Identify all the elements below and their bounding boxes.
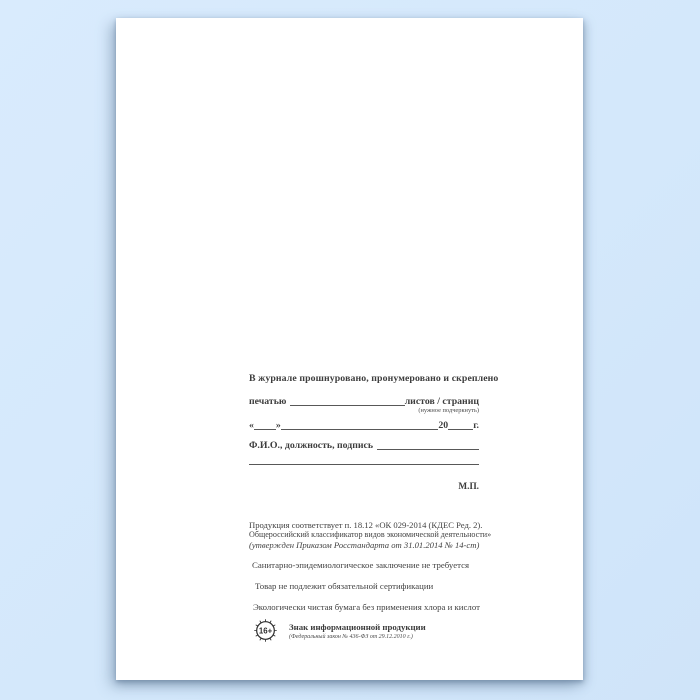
quote-close: » (275, 420, 281, 431)
blank-line (249, 456, 479, 465)
age-16-plus-icon (254, 619, 277, 642)
compliance-line-3: (утвержден Приказом Росстандарта от 31.01.2014 № 14-ст) (249, 540, 480, 550)
age-mark-block (249, 619, 479, 642)
statement-certification: Товар не подлежит обязательной сертификации (255, 581, 434, 591)
blank-underline (377, 449, 479, 450)
age-mark-title: Знак информационной продукции (289, 622, 426, 632)
sheets-label: листов / страниц (404, 396, 479, 407)
blank-underline (254, 429, 276, 430)
binding-statement: В журнале прошнуровано, пронумеровано и скреплено (249, 373, 499, 384)
stamp-mark: М.П. (458, 482, 479, 492)
age-badge-label: 16+ (258, 626, 273, 636)
seal-label: печатью (249, 396, 287, 407)
statement-sanitary: Санитарно-эпидемиологическое заключение не требуется (252, 560, 470, 570)
date-line (249, 419, 479, 431)
signature-label: Ф.И.О., должность, подпись (249, 440, 374, 451)
seal-line (249, 395, 479, 407)
age-mark-texts (289, 619, 426, 641)
product-compliance (249, 520, 492, 550)
document-page (116, 18, 583, 680)
year-suffix: г. (473, 420, 479, 431)
blank-underline (448, 429, 473, 430)
compliance-line-2: Общероссийский классификатор видов экономической деятельности» (249, 530, 492, 539)
blank-underline (281, 429, 439, 430)
age-mark-law: (Федеральный закон № 436-ФЗ от 29.12.2010 г.) (289, 634, 413, 640)
year-prefix: 20 (438, 420, 449, 431)
underline-note: (нужное подчеркнуть) (418, 407, 479, 414)
signature-line (249, 439, 479, 451)
blank-underline (249, 456, 479, 465)
compliance-line-1: Продукция соответствует п. 18.12 «ОК 029-2014 (КДЕС Ред. 2). (249, 520, 483, 530)
quote-open: « (249, 420, 254, 431)
blank-underline (290, 405, 404, 406)
statement-eco-paper: Экологически чистая бумага без применения хлора и кислот (253, 602, 480, 612)
